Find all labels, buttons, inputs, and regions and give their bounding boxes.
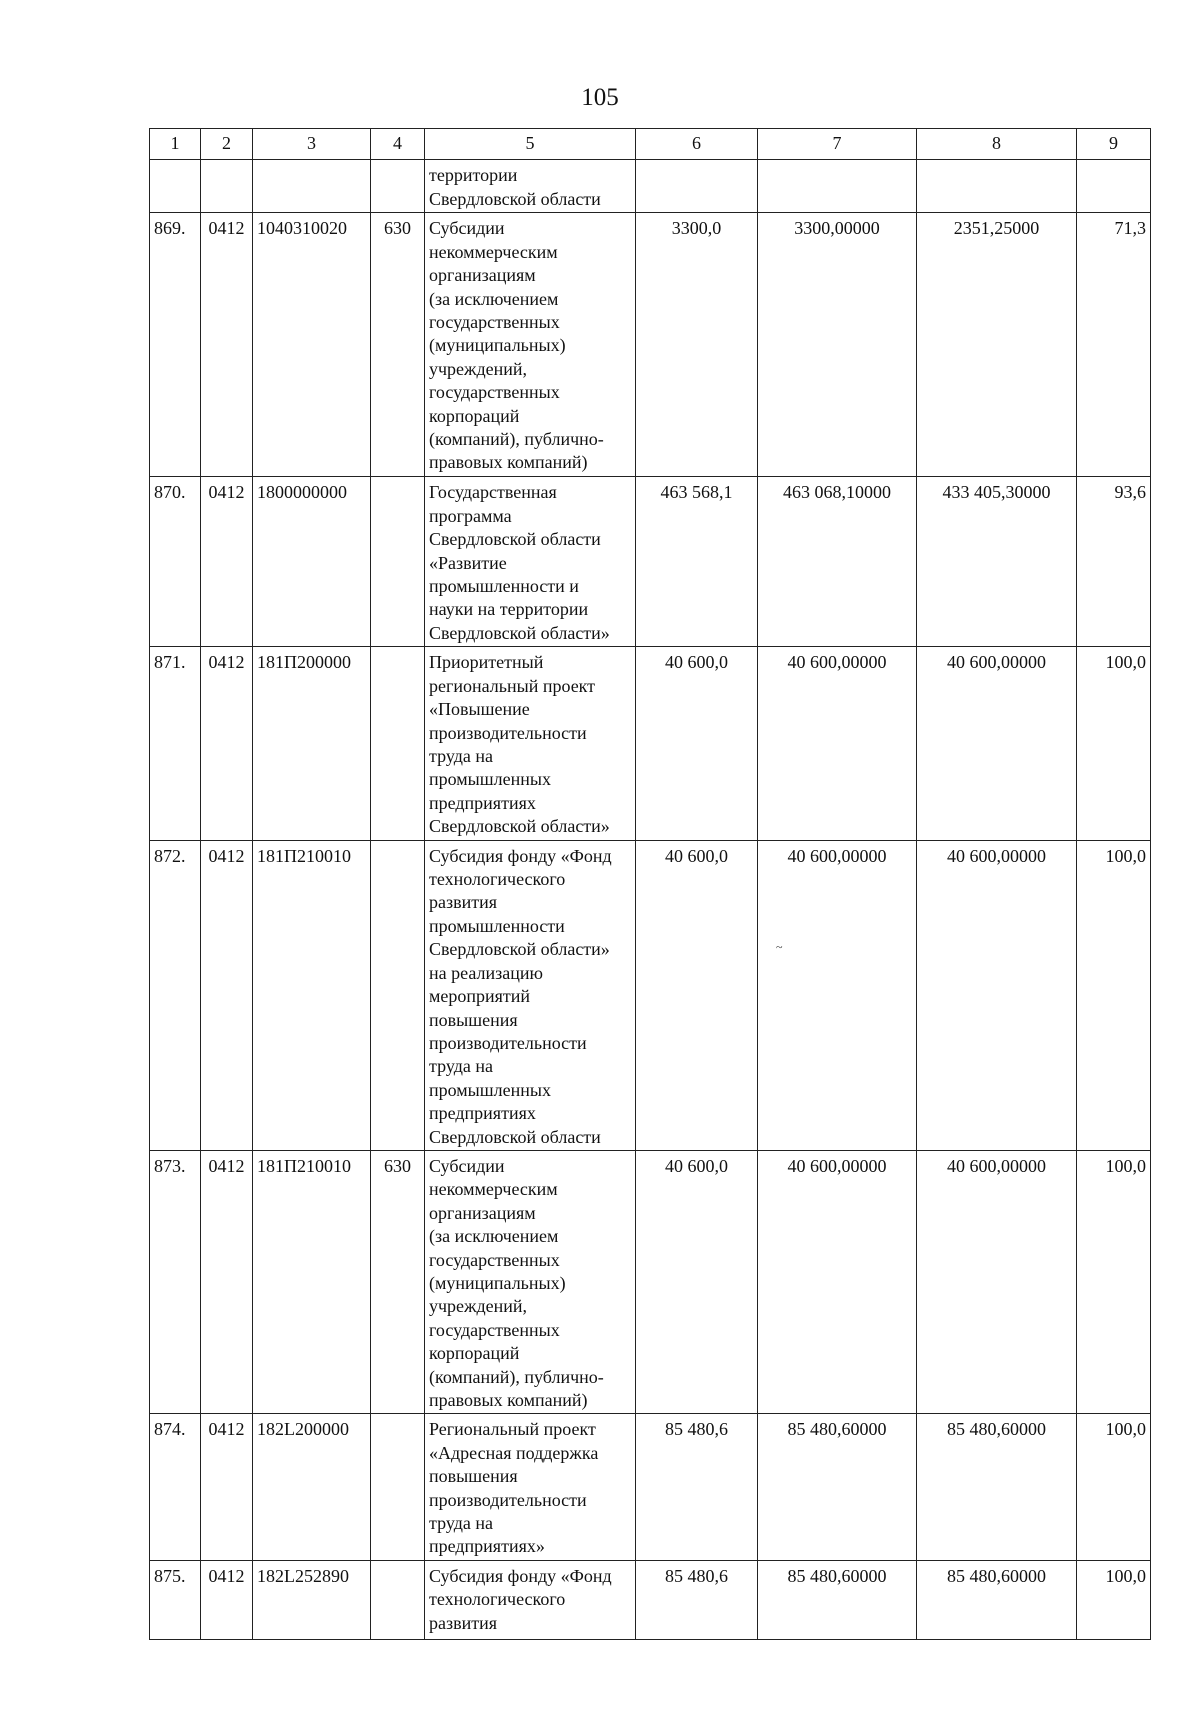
header-cell: 4 [371,129,425,160]
header-cell: 9 [1077,129,1151,160]
table-row [150,213,1151,477]
header-cell: 8 [917,129,1077,160]
approved-amount: 40 600,0 [636,1150,758,1413]
executed-amount: 40 600,00000 [917,647,1077,840]
target-code: 181П210010 [253,840,371,1150]
header-cell: 6 [636,129,758,160]
row-number: 869. [150,213,201,477]
expense-type [371,1414,425,1560]
execution-percent: 71,3 [1077,213,1151,477]
table-row [150,840,1151,1150]
approved-amount: 85 480,6 [636,1560,758,1639]
item-name: Субсидии некоммерческим организациям (за исключением государственных (муниципальных) учреждений, государственных корпораций (компаний), публично- правовых компаний) [425,213,636,477]
item-name: Государственная программа Свердловской области «Развитие промышленности и науки на территории Свердловской области» [425,477,636,647]
executed-amount: 40 600,00000 [917,1150,1077,1413]
item-name: Субсидии некоммерческим организациям (за исключением государственных (муниципальных) учреждений, государственных корпораций (компаний), публично- правовых компаний) [425,1150,636,1413]
approved-amount: 40 600,0 [636,840,758,1150]
plan-amount: 463 068,10000 [758,477,917,647]
target-code [253,160,371,213]
item-name: Субсидия фонду «Фонд технологического развития [425,1560,636,1639]
row-number: 871. [150,647,201,840]
approved-amount: 463 568,1 [636,477,758,647]
table-row [150,1150,1151,1413]
executed-amount: 2351,25000 [917,213,1077,477]
header-cell: 2 [201,129,253,160]
page-number: 105 [581,84,619,111]
expense-type [371,647,425,840]
plan-amount: 40 600,00000 [758,840,917,1150]
target-code: 182L200000 [253,1414,371,1560]
executed-amount: 40 600,00000 [917,840,1077,1150]
section-code: 0412 [201,213,253,477]
table-row [150,160,1151,213]
header-cell: 1 [150,129,201,160]
expense-type: 630 [371,1150,425,1413]
plan-amount [758,160,917,213]
expense-type [371,160,425,213]
plan-amount: 40 600,00000 [758,1150,917,1413]
section-code: 0412 [201,647,253,840]
target-code: 182L252890 [253,1560,371,1639]
plan-amount: 40 600,00000 [758,647,917,840]
executed-amount: 85 480,60000 [917,1414,1077,1560]
row-number [150,160,201,213]
target-code: 181П210010 [253,1150,371,1413]
execution-percent: 100,0 [1077,647,1151,840]
expense-type [371,840,425,1150]
row-number: 870. [150,477,201,647]
header-cell: 3 [253,129,371,160]
execution-percent: 100,0 [1077,1414,1151,1560]
plan-amount: 3300,00000 [758,213,917,477]
budget-table [149,128,1151,1640]
execution-percent: 100,0 [1077,840,1151,1150]
header-cell: 7 [758,129,917,160]
expense-type [371,477,425,647]
target-code: 1800000000 [253,477,371,647]
table-row [150,1560,1151,1639]
header-cell: 5 [425,129,636,160]
execution-percent [1077,160,1151,213]
target-code: 1040310020 [253,213,371,477]
stray-mark: ~ [776,940,783,954]
section-code: 0412 [201,1414,253,1560]
row-number: 875. [150,1560,201,1639]
executed-amount [917,160,1077,213]
item-name: Приоритетный региональный проект «Повышение производительности труда на промышленных предприятиях Свердловской области» [425,647,636,840]
target-code: 181П200000 [253,647,371,840]
execution-percent: 100,0 [1077,1560,1151,1639]
table-row [150,1414,1151,1560]
approved-amount [636,160,758,213]
section-code: 0412 [201,1560,253,1639]
section-code: 0412 [201,840,253,1150]
plan-amount: 85 480,60000 [758,1414,917,1560]
row-number: 872. [150,840,201,1150]
plan-amount: 85 480,60000 [758,1560,917,1639]
approved-amount: 40 600,0 [636,647,758,840]
item-name: Региональный проект «Адресная поддержка повышения производительности труда на предприятиях» [425,1414,636,1560]
section-code: 0412 [201,1150,253,1413]
row-number: 873. [150,1150,201,1413]
item-name: Субсидия фонду «Фонд технологического развития промышленности Свердловской области» на реализацию мероприятий повышения производительности труда на промышленных предприятиях Свердловской области [425,840,636,1150]
execution-percent: 93,6 [1077,477,1151,647]
approved-amount: 3300,0 [636,213,758,477]
executed-amount: 85 480,60000 [917,1560,1077,1639]
item-name: территории Свердловской области [425,160,636,213]
section-code [201,160,253,213]
table-row [150,647,1151,840]
row-number: 874. [150,1414,201,1560]
expense-type [371,1560,425,1639]
execution-percent: 100,0 [1077,1150,1151,1413]
header-row [150,129,1151,160]
expense-type: 630 [371,213,425,477]
table-row [150,477,1151,647]
approved-amount: 85 480,6 [636,1414,758,1560]
executed-amount: 433 405,30000 [917,477,1077,647]
section-code: 0412 [201,477,253,647]
